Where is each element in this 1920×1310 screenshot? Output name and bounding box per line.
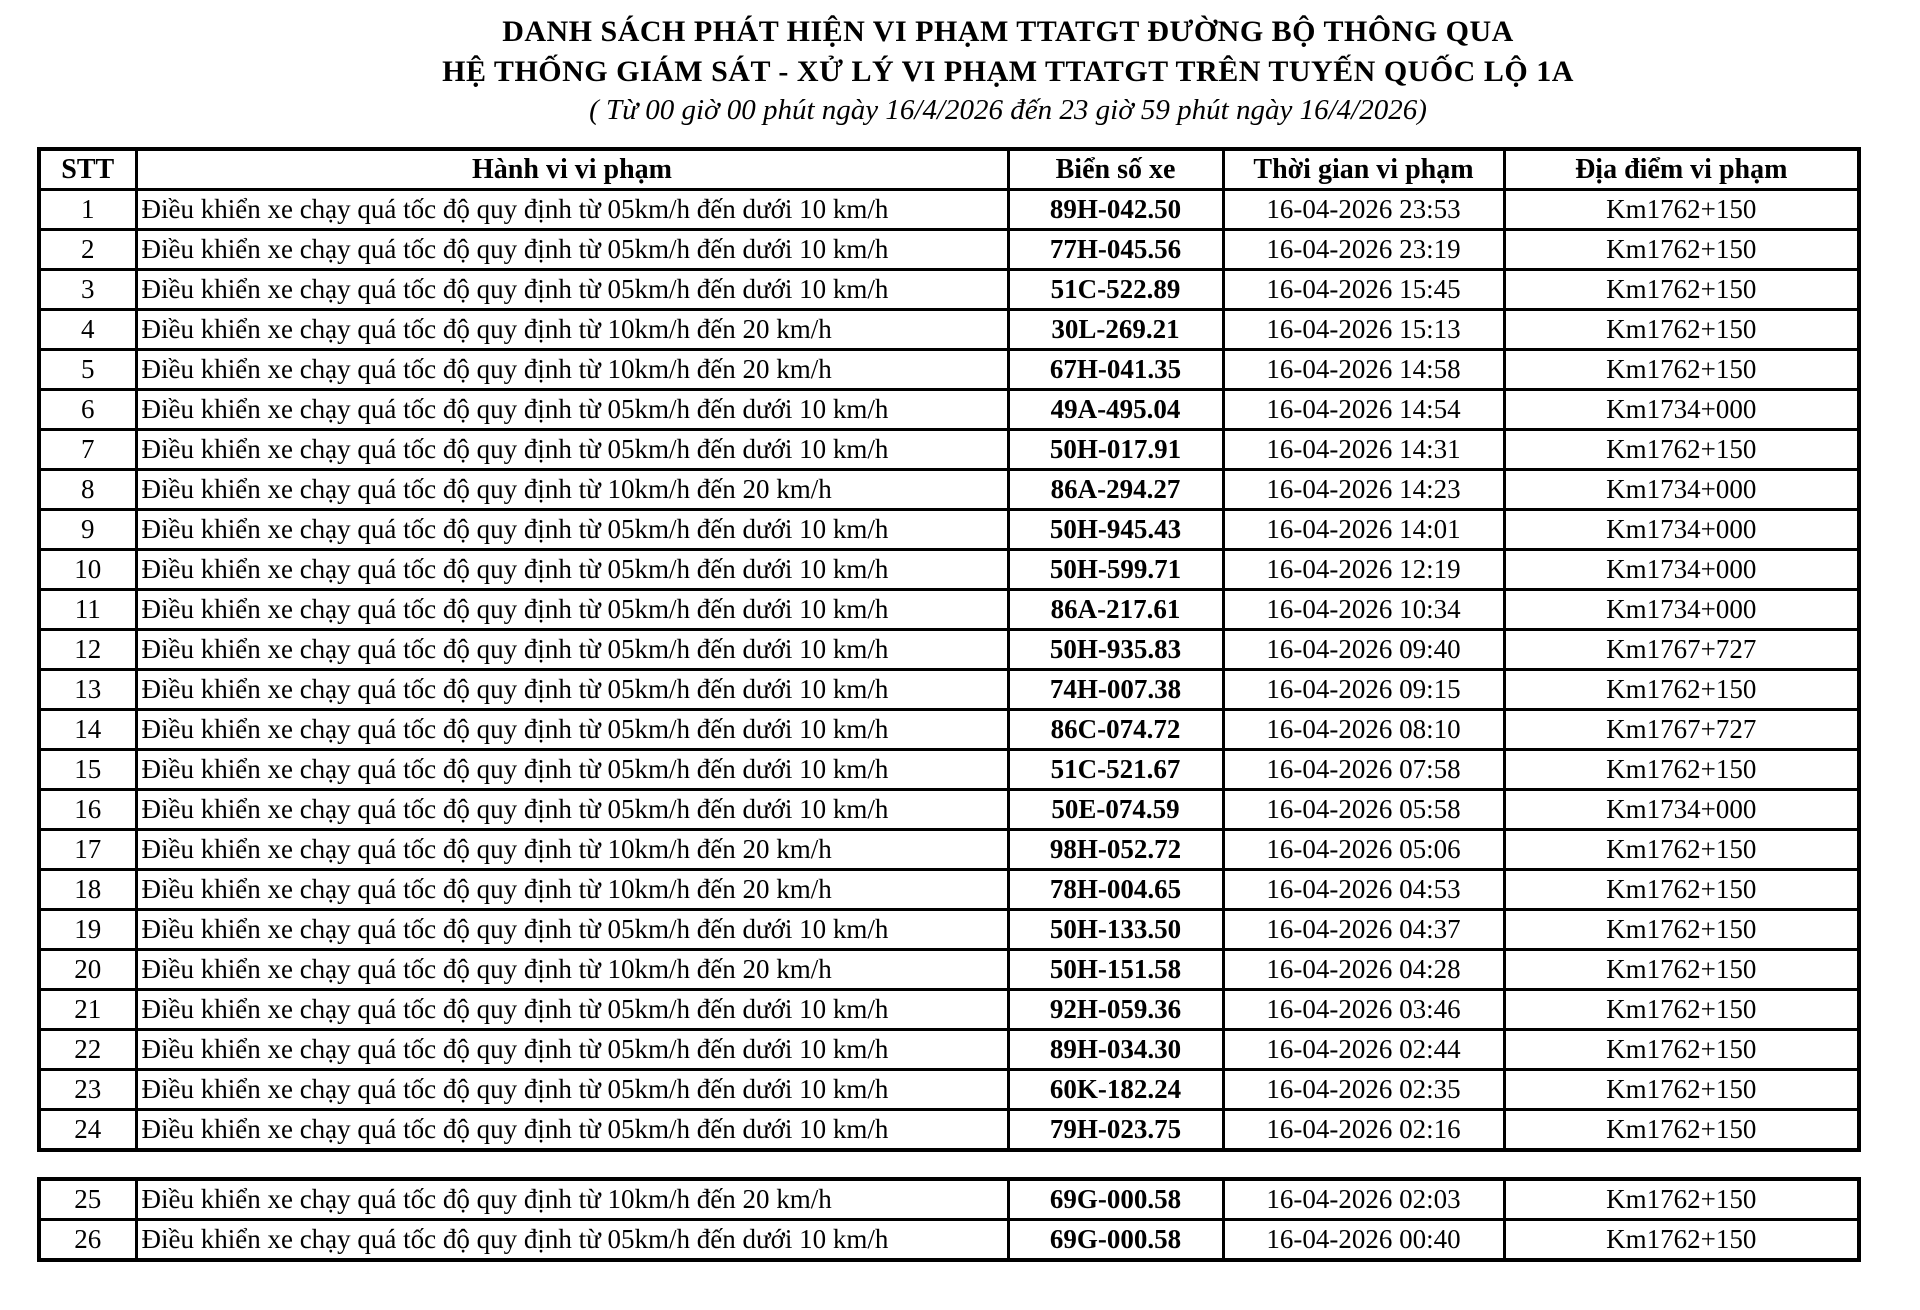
row-time: 16-04-2026 23:53 <box>1223 190 1504 230</box>
row-location: Km1762+150 <box>1504 990 1859 1030</box>
document-title-line1: DANH SÁCH PHÁT HIỆN VI PHẠM TTATGT ĐƯỜNG BỘ THÔNG QUA <box>502 15 1514 48</box>
row-time: 16-04-2026 00:40 <box>1223 1220 1504 1261</box>
row-violation: Điều khiển xe chạy quá tốc độ quy định từ 05km/h đến dưới 10 km/h <box>136 550 1008 590</box>
row-stt: 4 <box>39 310 136 350</box>
row-plate: 50H-151.58 <box>1008 950 1223 990</box>
row-violation: Điều khiển xe chạy quá tốc độ quy định từ 05km/h đến dưới 10 km/h <box>136 590 1008 630</box>
row-time: 16-04-2026 23:19 <box>1223 230 1504 270</box>
row-time: 16-04-2026 15:13 <box>1223 310 1504 350</box>
row-location: Km1762+150 <box>1504 830 1859 870</box>
row-location: Km1762+150 <box>1504 1179 1859 1220</box>
row-time: 16-04-2026 02:16 <box>1223 1110 1504 1151</box>
row-plate: 79H-023.75 <box>1008 1110 1223 1151</box>
row-violation: Điều khiển xe chạy quá tốc độ quy định từ 05km/h đến dưới 10 km/h <box>136 750 1008 790</box>
table-row <box>39 470 1859 510</box>
row-stt: 14 <box>39 710 136 750</box>
row-time: 16-04-2026 04:28 <box>1223 950 1504 990</box>
table-row <box>39 790 1859 830</box>
table-row <box>39 710 1859 750</box>
table-row <box>39 310 1859 350</box>
table-row <box>39 510 1859 550</box>
row-violation: Điều khiển xe chạy quá tốc độ quy định từ 10km/h đến 20 km/h <box>136 950 1008 990</box>
row-plate: 49A-495.04 <box>1008 390 1223 430</box>
row-stt: 18 <box>39 870 136 910</box>
table-row <box>39 1070 1859 1110</box>
table-row <box>39 1110 1859 1151</box>
row-violation: Điều khiển xe chạy quá tốc độ quy định từ 05km/h đến dưới 10 km/h <box>136 190 1008 230</box>
row-time: 16-04-2026 09:15 <box>1223 670 1504 710</box>
row-time: 16-04-2026 02:35 <box>1223 1070 1504 1110</box>
row-stt: 26 <box>39 1220 136 1261</box>
row-location: Km1762+150 <box>1504 310 1859 350</box>
header-location: Địa điểm vi phạm <box>1504 149 1859 190</box>
row-location: Km1767+727 <box>1504 630 1859 670</box>
row-plate: 74H-007.38 <box>1008 670 1223 710</box>
row-location: Km1762+150 <box>1504 1070 1859 1110</box>
row-stt: 9 <box>39 510 136 550</box>
row-time: 16-04-2026 08:10 <box>1223 710 1504 750</box>
row-location: Km1762+150 <box>1504 190 1859 230</box>
row-stt: 15 <box>39 750 136 790</box>
row-violation: Điều khiển xe chạy quá tốc độ quy định từ 10km/h đến 20 km/h <box>136 870 1008 910</box>
row-plate: 51C-521.67 <box>1008 750 1223 790</box>
header-stt: STT <box>39 149 136 190</box>
row-plate: 51C-522.89 <box>1008 270 1223 310</box>
table-row <box>39 190 1859 230</box>
row-stt: 1 <box>39 190 136 230</box>
row-stt: 12 <box>39 630 136 670</box>
row-plate: 89H-034.30 <box>1008 1030 1223 1070</box>
row-stt: 22 <box>39 1030 136 1070</box>
row-location: Km1762+150 <box>1504 230 1859 270</box>
table-header-row <box>39 149 1859 190</box>
row-stt: 25 <box>39 1179 136 1220</box>
table-row <box>39 350 1859 390</box>
row-plate: 30L-269.21 <box>1008 310 1223 350</box>
row-stt: 3 <box>39 270 136 310</box>
row-time: 16-04-2026 03:46 <box>1223 990 1504 1030</box>
table-row <box>39 550 1859 590</box>
row-violation: Điều khiển xe chạy quá tốc độ quy định từ 05km/h đến dưới 10 km/h <box>136 910 1008 950</box>
row-plate: 50H-935.83 <box>1008 630 1223 670</box>
row-violation: Điều khiển xe chạy quá tốc độ quy định từ 10km/h đến 20 km/h <box>136 310 1008 350</box>
row-plate: 50H-945.43 <box>1008 510 1223 550</box>
row-plate: 60K-182.24 <box>1008 1070 1223 1110</box>
row-stt: 8 <box>39 470 136 510</box>
table-row <box>39 750 1859 790</box>
row-location: Km1762+150 <box>1504 1220 1859 1261</box>
row-stt: 21 <box>39 990 136 1030</box>
table-row <box>39 630 1859 670</box>
row-location: Km1762+150 <box>1504 1110 1859 1151</box>
row-location: Km1762+150 <box>1504 350 1859 390</box>
violations-table-secondary <box>37 1177 1861 1262</box>
row-violation: Điều khiển xe chạy quá tốc độ quy định từ 05km/h đến dưới 10 km/h <box>136 390 1008 430</box>
row-location: Km1762+150 <box>1504 430 1859 470</box>
row-stt: 5 <box>39 350 136 390</box>
row-time: 16-04-2026 15:45 <box>1223 270 1504 310</box>
row-stt: 7 <box>39 430 136 470</box>
row-stt: 20 <box>39 950 136 990</box>
table-row <box>39 670 1859 710</box>
row-plate: 89H-042.50 <box>1008 190 1223 230</box>
violations-table-main <box>37 147 1861 1152</box>
document-heading <box>0 0 1920 129</box>
row-time: 16-04-2026 12:19 <box>1223 550 1504 590</box>
row-time: 16-04-2026 05:06 <box>1223 830 1504 870</box>
row-time: 16-04-2026 14:31 <box>1223 430 1504 470</box>
row-violation: Điều khiển xe chạy quá tốc độ quy định từ 05km/h đến dưới 10 km/h <box>136 1220 1008 1261</box>
row-location: Km1734+000 <box>1504 510 1859 550</box>
row-plate: 50H-599.71 <box>1008 550 1223 590</box>
row-plate: 98H-052.72 <box>1008 830 1223 870</box>
row-violation: Điều khiển xe chạy quá tốc độ quy định từ 05km/h đến dưới 10 km/h <box>136 670 1008 710</box>
row-plate: 92H-059.36 <box>1008 990 1223 1030</box>
row-plate: 50H-133.50 <box>1008 910 1223 950</box>
row-time: 16-04-2026 14:58 <box>1223 350 1504 390</box>
row-time: 16-04-2026 07:58 <box>1223 750 1504 790</box>
row-violation: Điều khiển xe chạy quá tốc độ quy định từ 05km/h đến dưới 10 km/h <box>136 990 1008 1030</box>
row-location: Km1762+150 <box>1504 950 1859 990</box>
row-stt: 10 <box>39 550 136 590</box>
row-location: Km1734+000 <box>1504 470 1859 510</box>
table-row <box>39 230 1859 270</box>
table-body-secondary <box>39 1179 1859 1260</box>
table-row <box>39 910 1859 950</box>
row-plate: 69G-000.58 <box>1008 1179 1223 1220</box>
table-row <box>39 1030 1859 1070</box>
row-violation: Điều khiển xe chạy quá tốc độ quy định từ 10km/h đến 20 km/h <box>136 470 1008 510</box>
row-violation: Điều khiển xe chạy quá tốc độ quy định từ 05km/h đến dưới 10 km/h <box>136 510 1008 550</box>
row-violation: Điều khiển xe chạy quá tốc độ quy định từ 10km/h đến 20 km/h <box>136 830 1008 870</box>
row-violation: Điều khiển xe chạy quá tốc độ quy định từ 05km/h đến dưới 10 km/h <box>136 1030 1008 1070</box>
table-row <box>39 870 1859 910</box>
row-time: 16-04-2026 04:53 <box>1223 870 1504 910</box>
row-violation: Điều khiển xe chạy quá tốc độ quy định từ 05km/h đến dưới 10 km/h <box>136 790 1008 830</box>
row-time: 16-04-2026 14:01 <box>1223 510 1504 550</box>
row-plate: 67H-041.35 <box>1008 350 1223 390</box>
row-violation: Điều khiển xe chạy quá tốc độ quy định từ 10km/h đến 20 km/h <box>136 1179 1008 1220</box>
row-location: Km1734+000 <box>1504 390 1859 430</box>
row-plate: 50E-074.59 <box>1008 790 1223 830</box>
row-stt: 19 <box>39 910 136 950</box>
row-time: 16-04-2026 09:40 <box>1223 630 1504 670</box>
table-row <box>39 1179 1859 1220</box>
row-location: Km1762+150 <box>1504 870 1859 910</box>
row-plate: 86A-217.61 <box>1008 590 1223 630</box>
row-location: Km1762+150 <box>1504 910 1859 950</box>
header-time: Thời gian vi phạm <box>1223 149 1504 190</box>
row-plate: 86A-294.27 <box>1008 470 1223 510</box>
row-violation: Điều khiển xe chạy quá tốc độ quy định từ 05km/h đến dưới 10 km/h <box>136 1070 1008 1110</box>
row-location: Km1734+000 <box>1504 550 1859 590</box>
table-body-main <box>39 190 1859 1151</box>
row-location: Km1762+150 <box>1504 670 1859 710</box>
row-time: 16-04-2026 14:23 <box>1223 470 1504 510</box>
header-violation: Hành vi vi phạm <box>136 149 1008 190</box>
row-location: Km1762+150 <box>1504 270 1859 310</box>
header-plate: Biển số xe <box>1008 149 1223 190</box>
row-stt: 13 <box>39 670 136 710</box>
row-violation: Điều khiển xe chạy quá tốc độ quy định từ 05km/h đến dưới 10 km/h <box>136 270 1008 310</box>
row-stt: 17 <box>39 830 136 870</box>
row-location: Km1762+150 <box>1504 750 1859 790</box>
row-stt: 23 <box>39 1070 136 1110</box>
row-stt: 24 <box>39 1110 136 1151</box>
row-time: 16-04-2026 02:44 <box>1223 1030 1504 1070</box>
row-stt: 2 <box>39 230 136 270</box>
row-plate: 78H-004.65 <box>1008 870 1223 910</box>
row-plate: 69G-000.58 <box>1008 1220 1223 1261</box>
row-violation: Điều khiển xe chạy quá tốc độ quy định từ 05km/h đến dưới 10 km/h <box>136 430 1008 470</box>
row-time: 16-04-2026 14:54 <box>1223 390 1504 430</box>
row-time: 16-04-2026 05:58 <box>1223 790 1504 830</box>
table-row <box>39 950 1859 990</box>
row-plate: 77H-045.56 <box>1008 230 1223 270</box>
row-stt: 6 <box>39 390 136 430</box>
table-row <box>39 590 1859 630</box>
document-subtitle: ( Từ 00 giờ 00 phút ngày 16/4/2026 đến 23 giờ 59 phút ngày 16/4/2026) <box>589 94 1427 126</box>
table-row <box>39 830 1859 870</box>
document-title-line2: HỆ THỐNG GIÁM SÁT - XỬ LÝ VI PHẠM TTATGT TRÊN TUYẾN QUỐC LỘ 1A <box>442 55 1574 88</box>
row-violation: Điều khiển xe chạy quá tốc độ quy định từ 05km/h đến dưới 10 km/h <box>136 1110 1008 1151</box>
row-time: 16-04-2026 04:37 <box>1223 910 1504 950</box>
row-violation: Điều khiển xe chạy quá tốc độ quy định từ 05km/h đến dưới 10 km/h <box>136 630 1008 670</box>
row-time: 16-04-2026 10:34 <box>1223 590 1504 630</box>
table-row <box>39 270 1859 310</box>
row-plate: 86C-074.72 <box>1008 710 1223 750</box>
row-plate: 50H-017.91 <box>1008 430 1223 470</box>
table-row <box>39 1220 1859 1261</box>
row-violation: Điều khiển xe chạy quá tốc độ quy định từ 05km/h đến dưới 10 km/h <box>136 230 1008 270</box>
table-row <box>39 390 1859 430</box>
row-location: Km1767+727 <box>1504 710 1859 750</box>
row-stt: 11 <box>39 590 136 630</box>
row-location: Km1734+000 <box>1504 790 1859 830</box>
table-row <box>39 990 1859 1030</box>
row-time: 16-04-2026 02:03 <box>1223 1179 1504 1220</box>
row-violation: Điều khiển xe chạy quá tốc độ quy định từ 10km/h đến 20 km/h <box>136 350 1008 390</box>
row-stt: 16 <box>39 790 136 830</box>
row-location: Km1734+000 <box>1504 590 1859 630</box>
row-violation: Điều khiển xe chạy quá tốc độ quy định từ 05km/h đến dưới 10 km/h <box>136 710 1008 750</box>
row-location: Km1762+150 <box>1504 1030 1859 1070</box>
table-row <box>39 430 1859 470</box>
